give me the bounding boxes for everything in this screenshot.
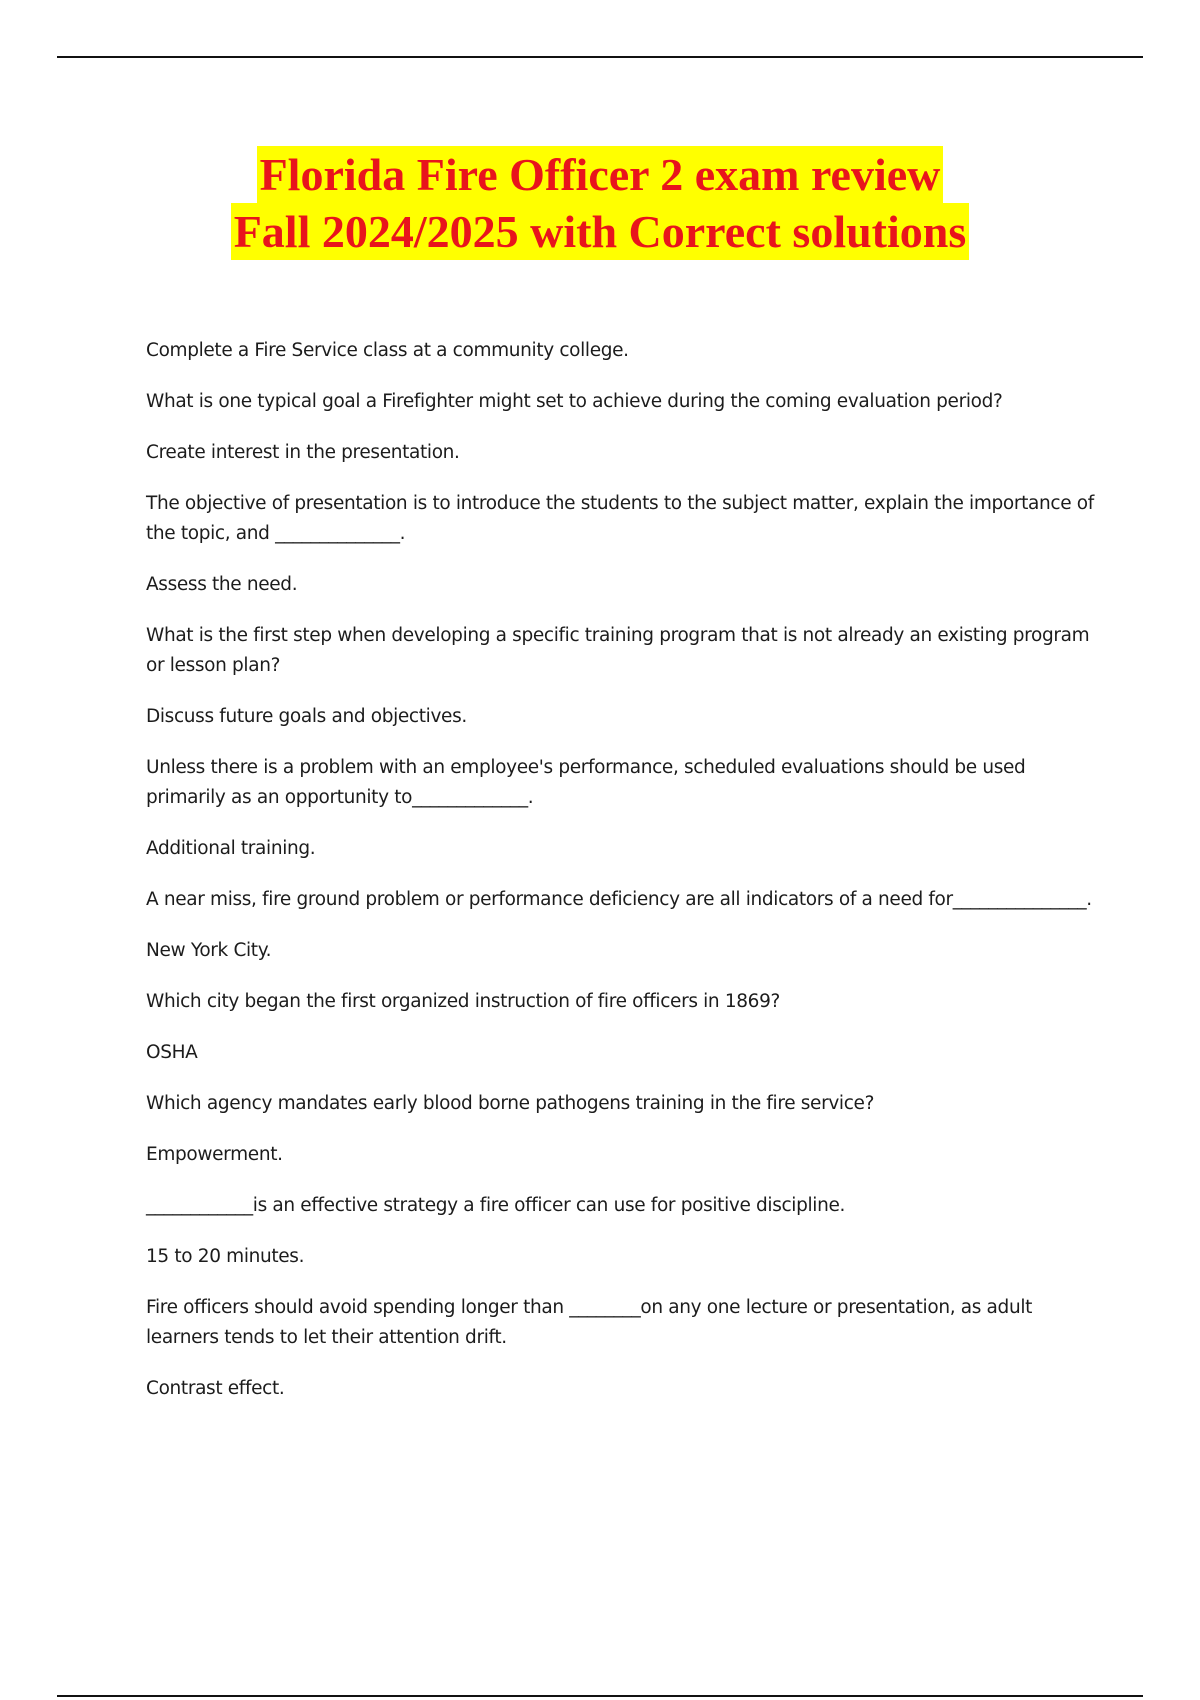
header-rule [57, 56, 1143, 58]
answer-paragraph: Empowerment. [146, 1144, 283, 1165]
answer-paragraph: Discuss future goals and objectives. [146, 706, 467, 727]
document-title [0, 146, 1200, 260]
question-paragraph: What is the first step when developing a specific training program that is not already an existing program or lesson plan? [146, 625, 1090, 676]
footer-rule [57, 1695, 1143, 1697]
question-paragraph: Fire officers should avoid spending longer than ________on any one lecture or presentation, as adult learners tends to let their attention drift. [146, 1297, 1033, 1348]
question-paragraph: Unless there is a problem with an employee's performance, scheduled evaluations should be used primarily as an opportunity to_____________. [146, 757, 1026, 808]
question-paragraph: ____________is an effective strategy a fire officer can use for positive discipline. [146, 1195, 846, 1216]
answer-paragraph: New York City. [146, 940, 272, 961]
answer-paragraph: Additional training. [146, 838, 316, 859]
title-line-2: Fall 2024/2025 with Correct solutions [231, 203, 970, 260]
answer-paragraph: Complete a Fire Service class at a community college. [146, 340, 629, 361]
answer-paragraph: OSHA [146, 1042, 198, 1063]
question-paragraph: What is one typical goal a Firefighter might set to achieve during the coming evaluation period? [146, 391, 1003, 412]
question-paragraph: Which city began the first organized instruction of fire officers in 1869? [146, 991, 780, 1012]
title-line-1: Florida Fire Officer 2 exam review [257, 146, 944, 203]
answer-paragraph: 15 to 20 minutes. [146, 1246, 305, 1267]
question-paragraph: Which agency mandates early blood borne pathogens training in the fire service? [146, 1093, 875, 1114]
document-body [146, 336, 1096, 1425]
answer-paragraph: Create interest in the presentation. [146, 442, 460, 463]
question-paragraph: The objective of presentation is to introduce the students to the subject matter, explain the importance of the topic, and ______________. [146, 493, 1094, 544]
answer-paragraph: Contrast effect. [146, 1378, 285, 1399]
question-paragraph: A near miss, fire ground problem or performance deficiency are all indicators of a need for_______________. [146, 889, 1092, 910]
answer-paragraph: Assess the need. [146, 574, 298, 595]
